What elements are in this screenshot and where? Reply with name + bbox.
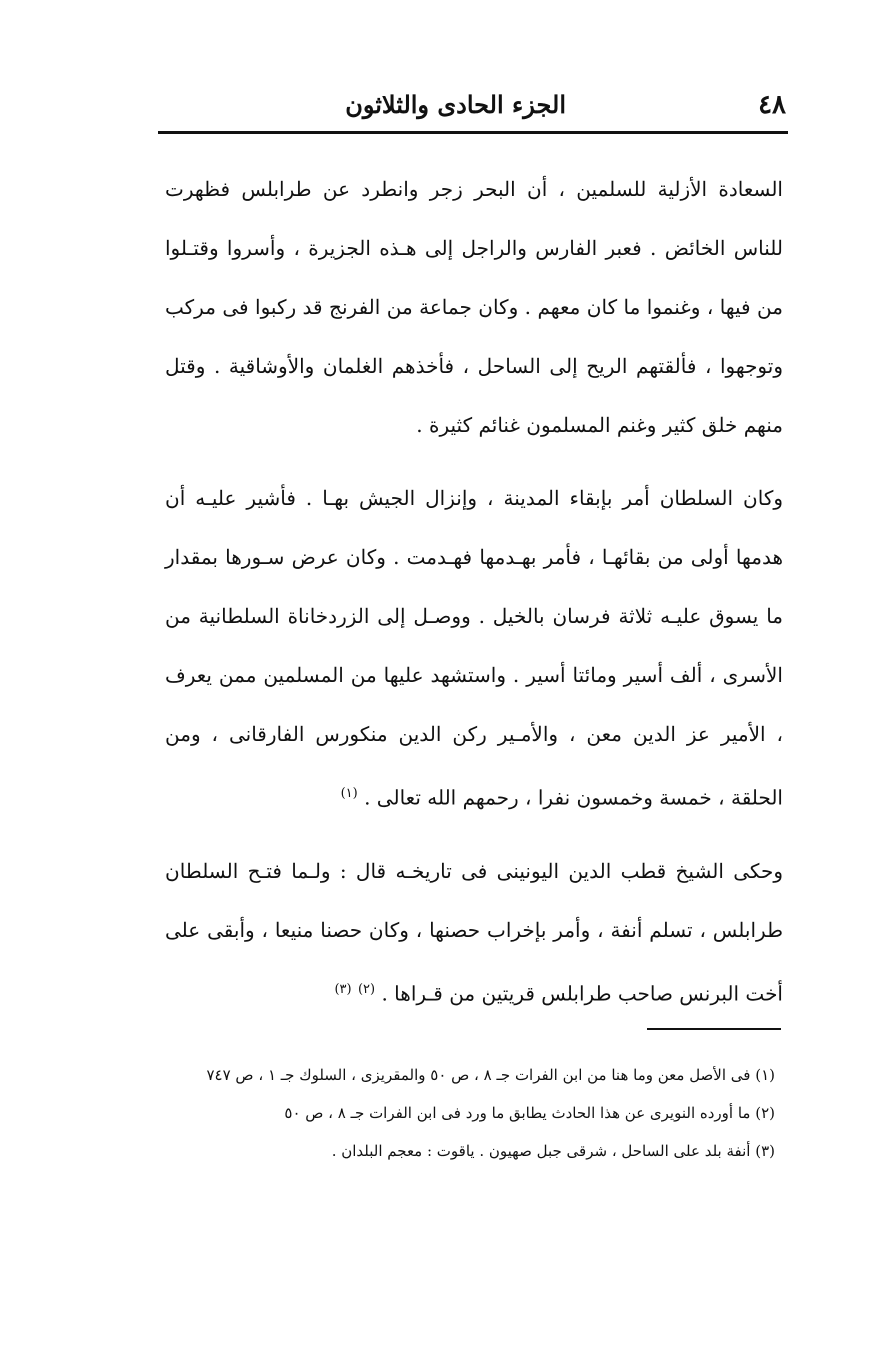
page-number: ٤٨ (758, 90, 786, 120)
footnote-3: (٣) أنفة بلد على الساحل ، شرقى جبل صهيون . ياقوت : معجم البلدان . (331, 1142, 775, 1160)
footnote-2: (٢) ما أورده النويرى عن هذا الحادث يطابق ما ورد فى ابن الفرات جـ ٨ ، ص ٥٠ (284, 1104, 775, 1122)
paragraph-1: السعادة الأزلية للسلمين ، أن البحر زجر وانطرد عن طرابلس فظهرت للناس الخائض . فعبر الفارس والراجل إلى هـذه الجزيرة ، وأسروا وقتـلوا من فيها ، وغنموا ما كان معهم . وكان جماعة من الفرنج قد ركبوا فى مركب وتوجهوا ، فألقتهم الريح إلى الساحل ، فأخذهم الغلمان والأوشاقية . وقتل منهم خلق كثير وغنم المسلمون غنائم كثيرة . (165, 177, 783, 437)
page-header (160, 88, 786, 128)
footnote-mark-3: (٣) (334, 981, 352, 997)
footnote-rule (647, 1028, 781, 1030)
footnote-mark-2: (٢) (357, 981, 376, 997)
header-rule (158, 131, 788, 134)
body-text (165, 160, 783, 1023)
paragraph-2 (165, 469, 783, 828)
footnote-1: (١) فى الأصل معن وما هنا من ابن الفرات جـ ٨ ، ص ٥٠ والمقريزى ، السلوك جـ ١ ، ص ٧٤٧ (206, 1066, 775, 1084)
footnote-mark-1: (١) (340, 786, 358, 801)
paragraph-3-text: وحكى الشيخ قطب الدين اليونينى فى تاريخـه قال : ولـما فتـح السلطان طرابلس ، تسلم أنفة ، وأمر بإخراب حصنها ، وكان حصنا منيعا ، وأبقى على أخت البرنس صاحب طرابلس قريتين من قـراها . (165, 858, 783, 1006)
running-title: الجزء الحادى والثلاثون (345, 90, 566, 119)
paragraph-3 (165, 842, 783, 1024)
paragraph-2-text: وكان السلطان أمر بإبقاء المدينة ، وإنزال الجيش بهـا . فأشير عليـه أن هدمها أولى من بقائهـا ، فأمر بهـدمها فهـدمت . وكان عرض سـورها بمقدار ما يسوق عليـه ثلاثة فرسان بالخيل . ووصـل إلى الزردخاناة السلطانية من الأسرى ، ألف أسير ومائتا أسير . واستشهد عليها من المسلمين ممن يعرف ، الأمير عز الدين معن ، والأمـير ركن الدين منكورس الفارقانى ، ومن الحلقة ، خمسة وخمسون نفرا ، رحمهم الله تعالى . (165, 486, 783, 810)
footnotes (170, 1056, 775, 1170)
